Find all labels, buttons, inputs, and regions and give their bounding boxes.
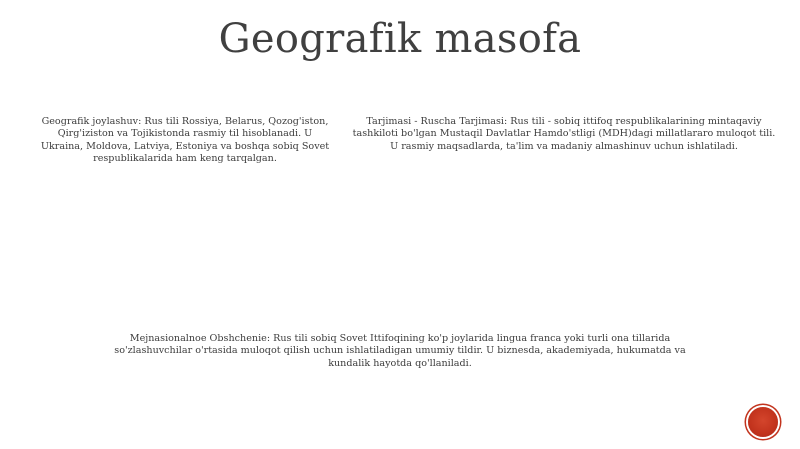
circle-nav-icon[interactable] [748, 407, 778, 437]
text-block-interethnic-communication: Mejnasionalnoe Obshchenie: Rus tili sobiq Sovet Ittifoqining ko'p joylarida lingua franca yoki turli ona tillarida so'zlashuvchilar o'rtasida muloqot qilish uchun ishlatiladigan umumiy tildir. U biznesda, akademiyada, hukumatda va kundalik hayotda qo'llaniladi. [114, 333, 686, 369]
text-block-geographic-location: Geografik joylashuv: Rus tili Rossiya, Belarus, Qozog'iston, Qirg'iziston va Tojikistonda rasmiy til hisoblanadi. U Ukraina, Moldova, Latviya, Estoniya va boshqa sobiq Sovet respublikalarida ham keng tarqalgan. [40, 116, 330, 165]
slide-title: Geografik masofa [218, 16, 582, 62]
text-block-translation: Tarjimasi - Ruscha Tarjimasi: Rus tili - sobiq ittifoq respublikalarining mintaqaviy tashkiloti bo'lgan Mustaqil Davlatlar Hamdo'stligi (MDH)dagi millatlararo muloqot tili. U rasmiy maqsadlarda, ta'lim va madaniy almashinuv uchun ishlatiladi. [352, 116, 776, 152]
